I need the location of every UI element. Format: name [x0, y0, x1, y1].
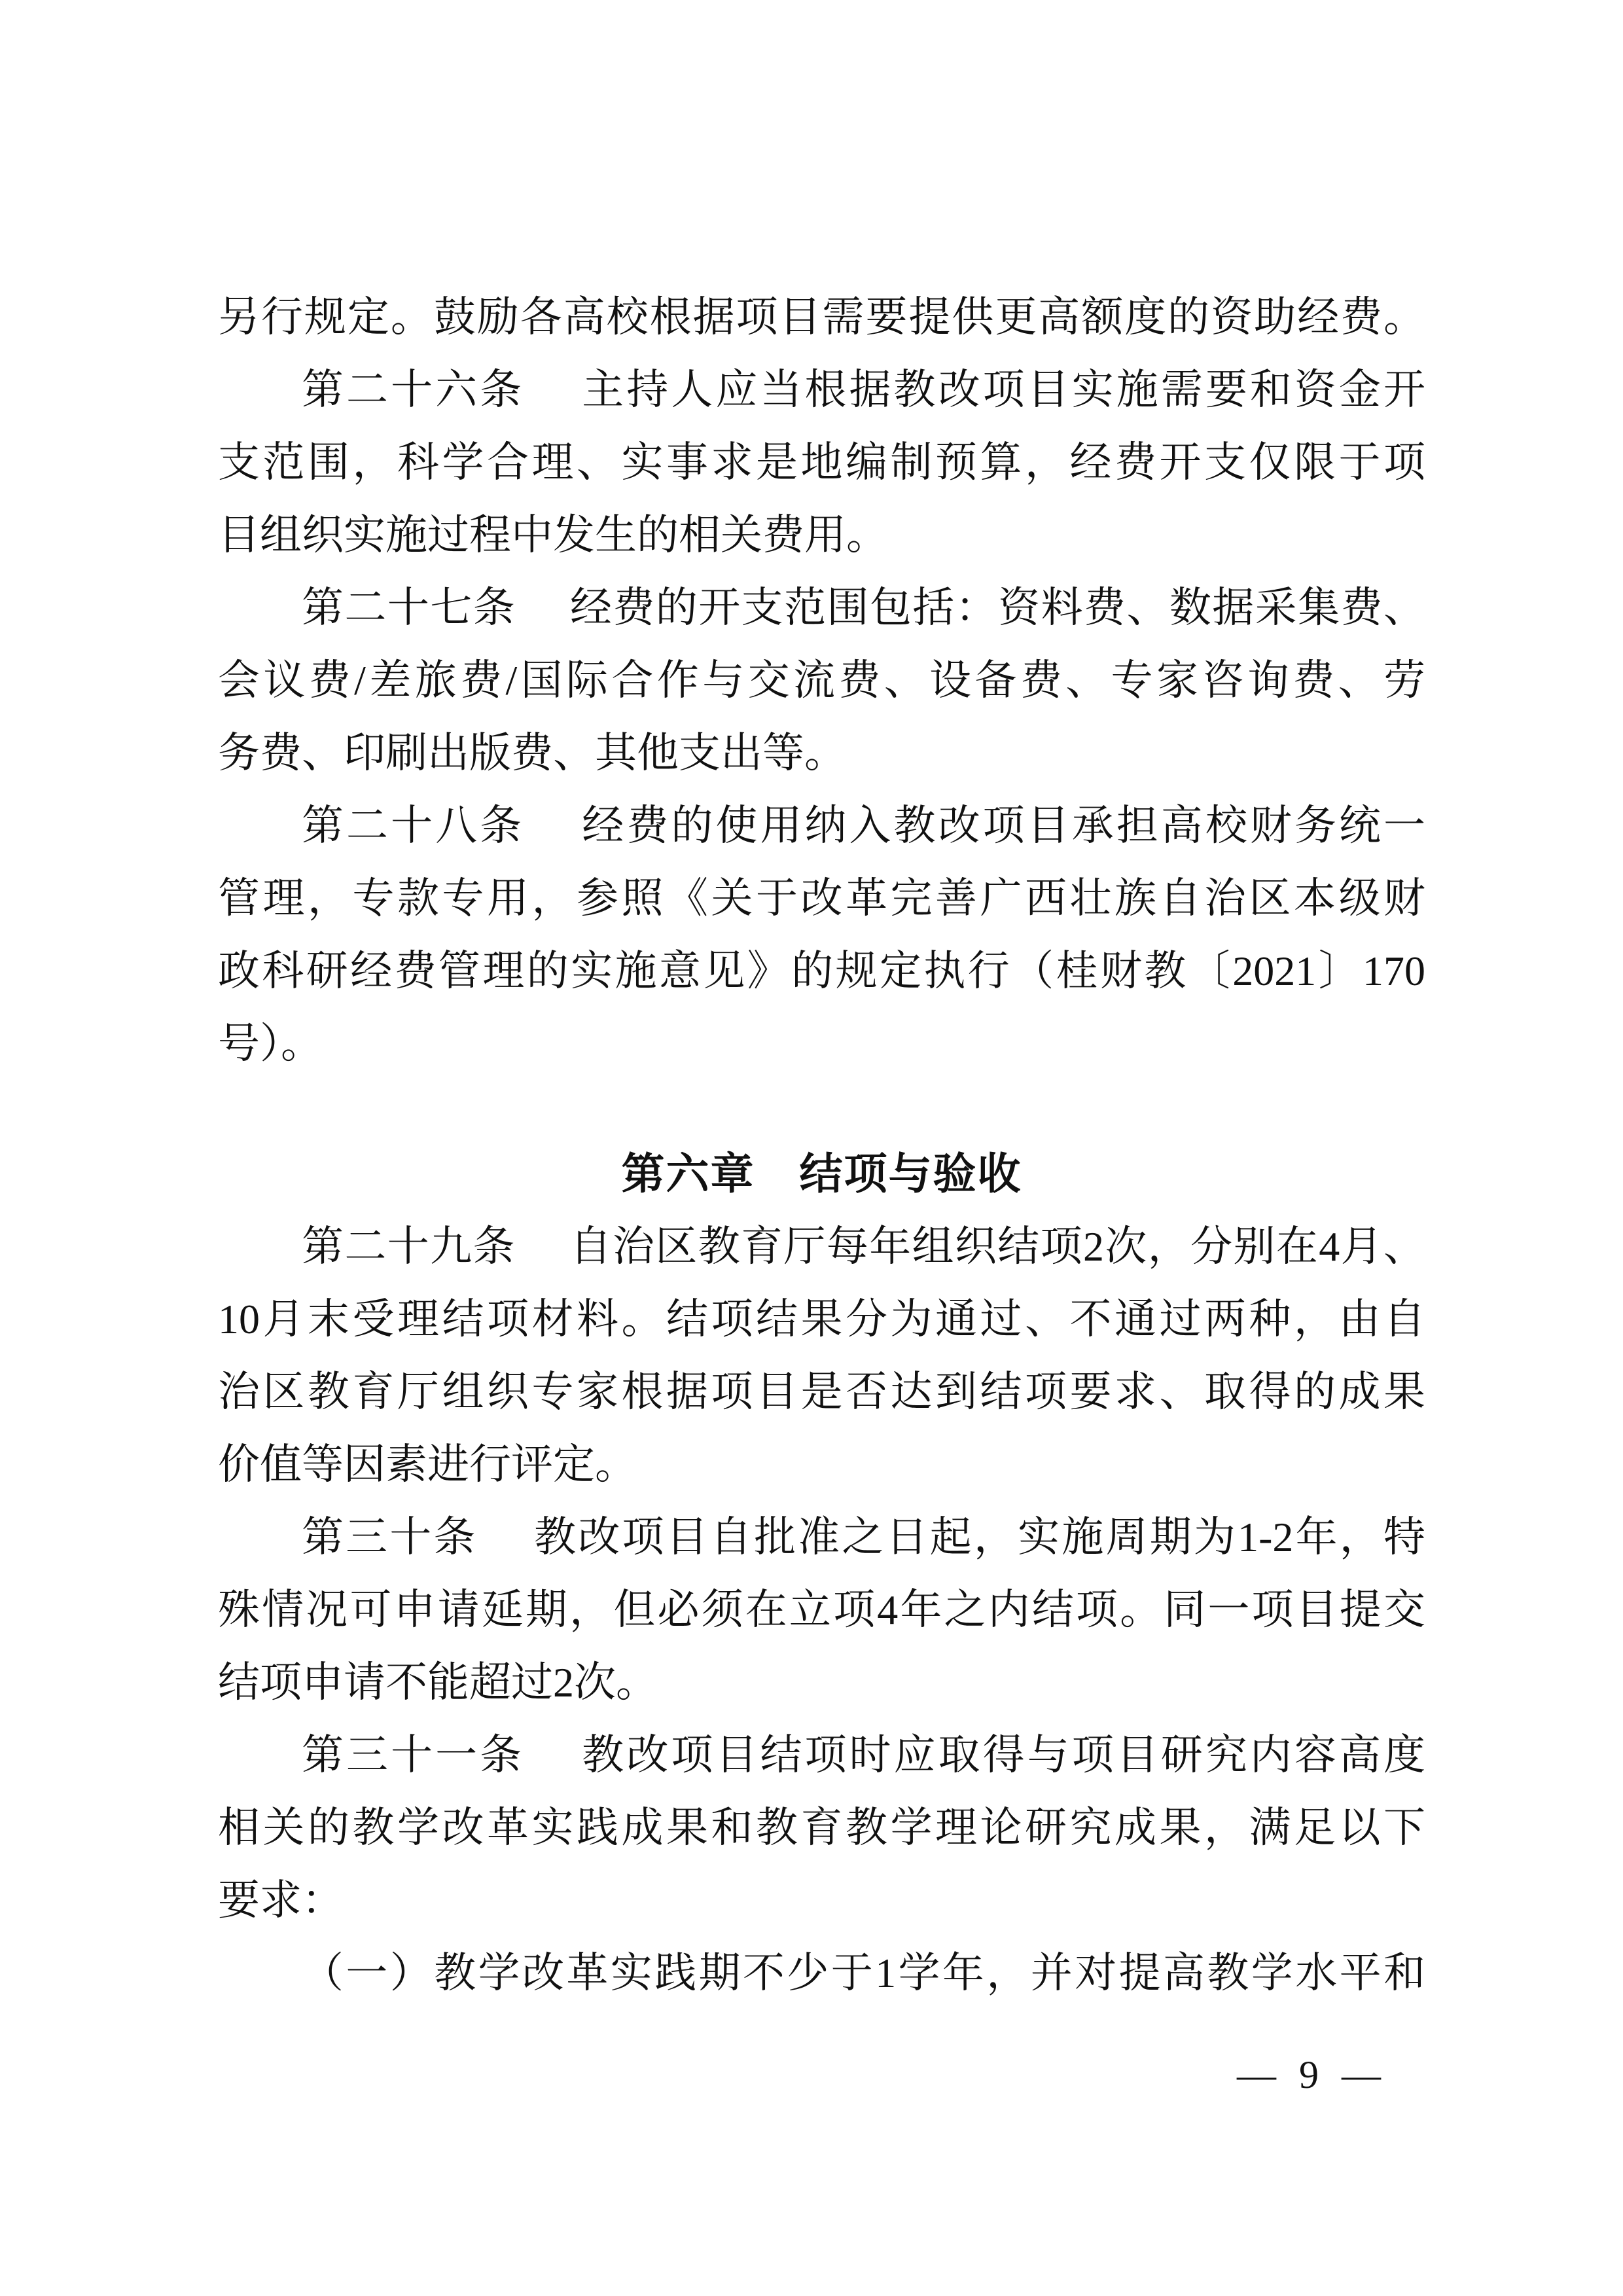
- document-line: 号）。: [218, 1020, 323, 1067]
- document-line: 第二十九条 自治区教育厅每年组织结项2次，分别在4月、: [302, 1223, 1425, 1270]
- document-line: 10月末受理结项材料。结项结果分为通过、不通过两种，由自: [218, 1296, 1425, 1342]
- document-line: 价值等因素进行评定。: [218, 1441, 637, 1488]
- document-line: 第三十一条 教改项目结项时应取得与项目研究内容高度: [302, 1732, 1425, 1778]
- document-body: [218, 281, 1425, 2009]
- document-line: 另行规定。鼓励各高校根据项目需要提供更高额度的资助经费。: [218, 294, 1425, 340]
- document-line: 相关的教学改革实践成果和教育教学理论研究成果，满足以下: [218, 1804, 1425, 1851]
- document-line: （一）教学改革实践期不少于1学年，并对提高教学水平和: [302, 1950, 1425, 1996]
- document-line: 政科研经费管理的实施意见》的规定执行（桂财教〔2021〕170: [218, 948, 1425, 994]
- document-line: 目组织实施过程中发生的相关费用。: [218, 512, 888, 558]
- document-line: 要求：: [218, 1877, 344, 1924]
- document-line: 治区教育厅组织专家根据项目是否达到结项要求、取得的成果: [218, 1369, 1425, 1415]
- document-line: 第二十七条 经费的开支范围包括：资料费、数据采集费、: [302, 584, 1425, 631]
- document-line: 殊情况可申请延期，但必须在立项4年之内结项。同一项目提交: [218, 1587, 1425, 1633]
- document-line: 第二十八条 经费的使用纳入教改项目承担高校财务统一: [302, 802, 1425, 849]
- page-number: — 9 —: [1237, 2053, 1387, 2096]
- document-line: 务费、印刷出版费、其他支出等。: [218, 730, 846, 776]
- chapter-heading: 第六章 结项与验收: [621, 1149, 1022, 1198]
- document-line: 第三十条 教改项目自批准之日起，实施周期为1-2年，特: [302, 1514, 1425, 1560]
- document-line: 支范围，科学合理、实事求是地编制预算，经费开支仅限于项: [218, 439, 1425, 486]
- document-line: 管理，专款专用，参照《关于改革完善广西壮族自治区本级财: [218, 875, 1425, 922]
- document-line: 结项申请不能超过2次。: [218, 1659, 658, 1706]
- document-line: 会议费/差旅费/国际合作与交流费、设备费、专家咨询费、劳: [218, 657, 1425, 704]
- document-line: 第二十六条 主持人应当根据教改项目实施需要和资金开: [302, 367, 1425, 413]
